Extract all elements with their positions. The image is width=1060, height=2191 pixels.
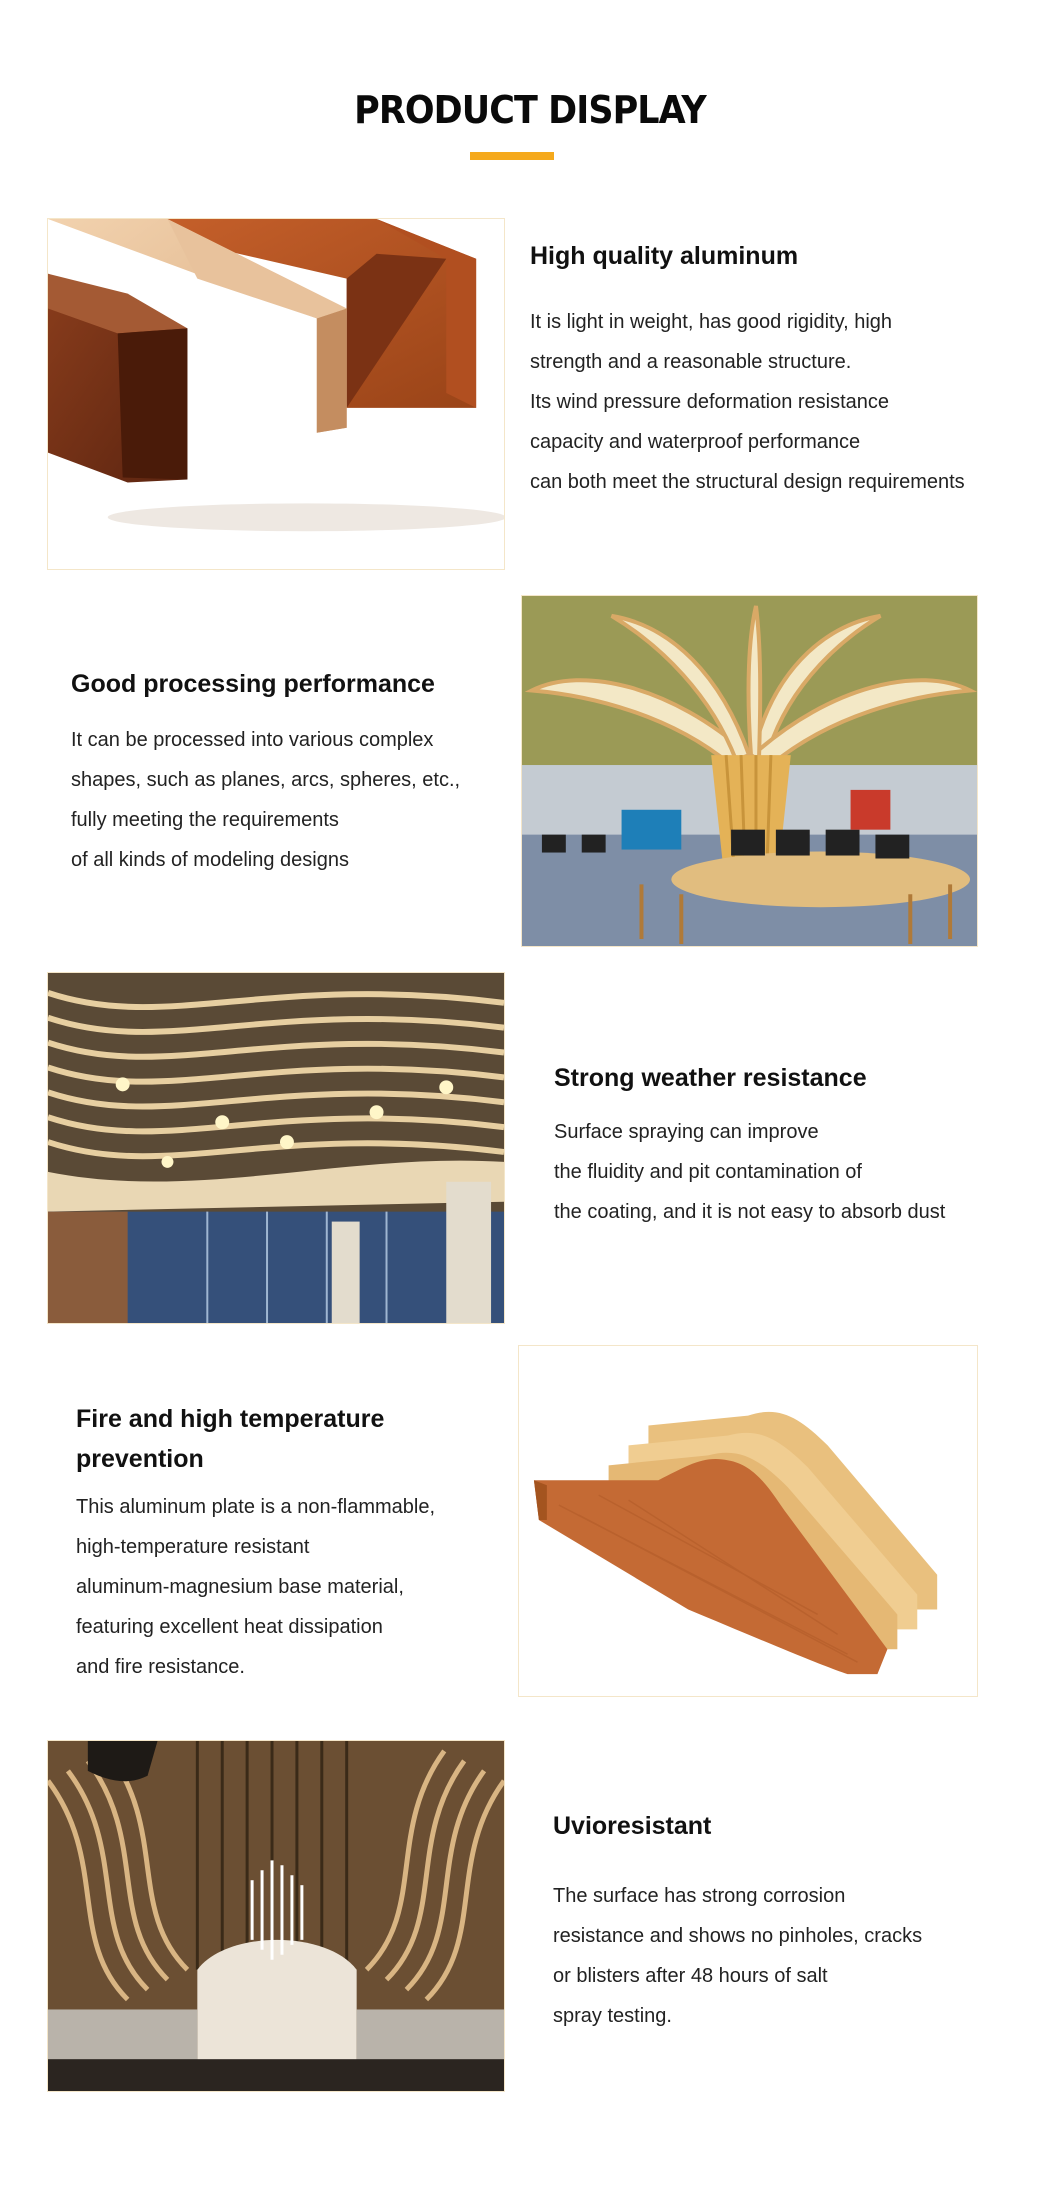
wave-baffle-ceiling-lobby-image	[47, 972, 505, 1324]
feature-heading: Fire and high temperature	[76, 1405, 385, 1433]
feature-heading: Good processing performance	[71, 670, 435, 698]
feature-line: It can be processed into various complex	[71, 729, 434, 751]
feature-line: The surface has strong corrosion	[553, 1885, 846, 1907]
feature-line: the coating, and it is not easy to absorb dust	[554, 1201, 946, 1223]
feature-heading: prevention	[76, 1445, 204, 1473]
wavy-ceiling-chandelier-image	[47, 1740, 505, 2092]
aluminum-square-tube-profiles-image	[47, 218, 505, 570]
feature-line: of all kinds of modeling designs	[71, 849, 349, 871]
page-title: PRODUCT DISPLAY	[354, 88, 706, 132]
feature-text-1	[530, 236, 965, 502]
feature-line: can both meet the structural design requirements	[530, 471, 965, 493]
feature-line: or blisters after 48 hours of salt	[553, 1965, 828, 1987]
feature-line: fully meeting the requirements	[71, 809, 339, 831]
feature-line: capacity and waterproof performance	[530, 431, 861, 453]
feature-line: featuring excellent heat dissipation	[76, 1616, 383, 1638]
feature-line: It is light in weight, has good rigidity, high	[530, 311, 893, 333]
feature-heading: High quality aluminum	[530, 242, 799, 270]
title-underline	[470, 152, 554, 160]
feature-text-3	[554, 1058, 945, 1232]
feature-line: spray testing.	[553, 2005, 672, 2027]
feature-line: Its wind pressure deformation resistance	[530, 391, 890, 413]
feature-text-5	[553, 1806, 922, 2036]
feature-text-2	[71, 664, 460, 880]
feature-line: Surface spraying can improve	[554, 1121, 819, 1143]
feature-line: aluminum-magnesium base material,	[76, 1576, 404, 1598]
feature-heading: Uvioresistant	[553, 1812, 712, 1840]
feature-line: high-temperature resistant	[76, 1536, 310, 1558]
feature-line: strength and a reasonable structure.	[530, 351, 852, 373]
feature-heading: Strong weather resistance	[554, 1064, 867, 1092]
feature-line: This aluminum plate is a non-flammable,	[76, 1496, 436, 1518]
feature-line: resistance and shows no pinholes, cracks	[553, 1925, 923, 1947]
feature-line: and fire resistance.	[76, 1656, 245, 1678]
curved-wood-grain-profiles-image	[518, 1345, 978, 1697]
feature-text-4	[76, 1399, 435, 1687]
feature-line: the fluidity and pit contamination of	[554, 1161, 862, 1183]
feature-line: shapes, such as planes, arcs, spheres, etc.,	[71, 769, 461, 791]
tree-shaped-ceiling-library-image	[521, 595, 978, 947]
